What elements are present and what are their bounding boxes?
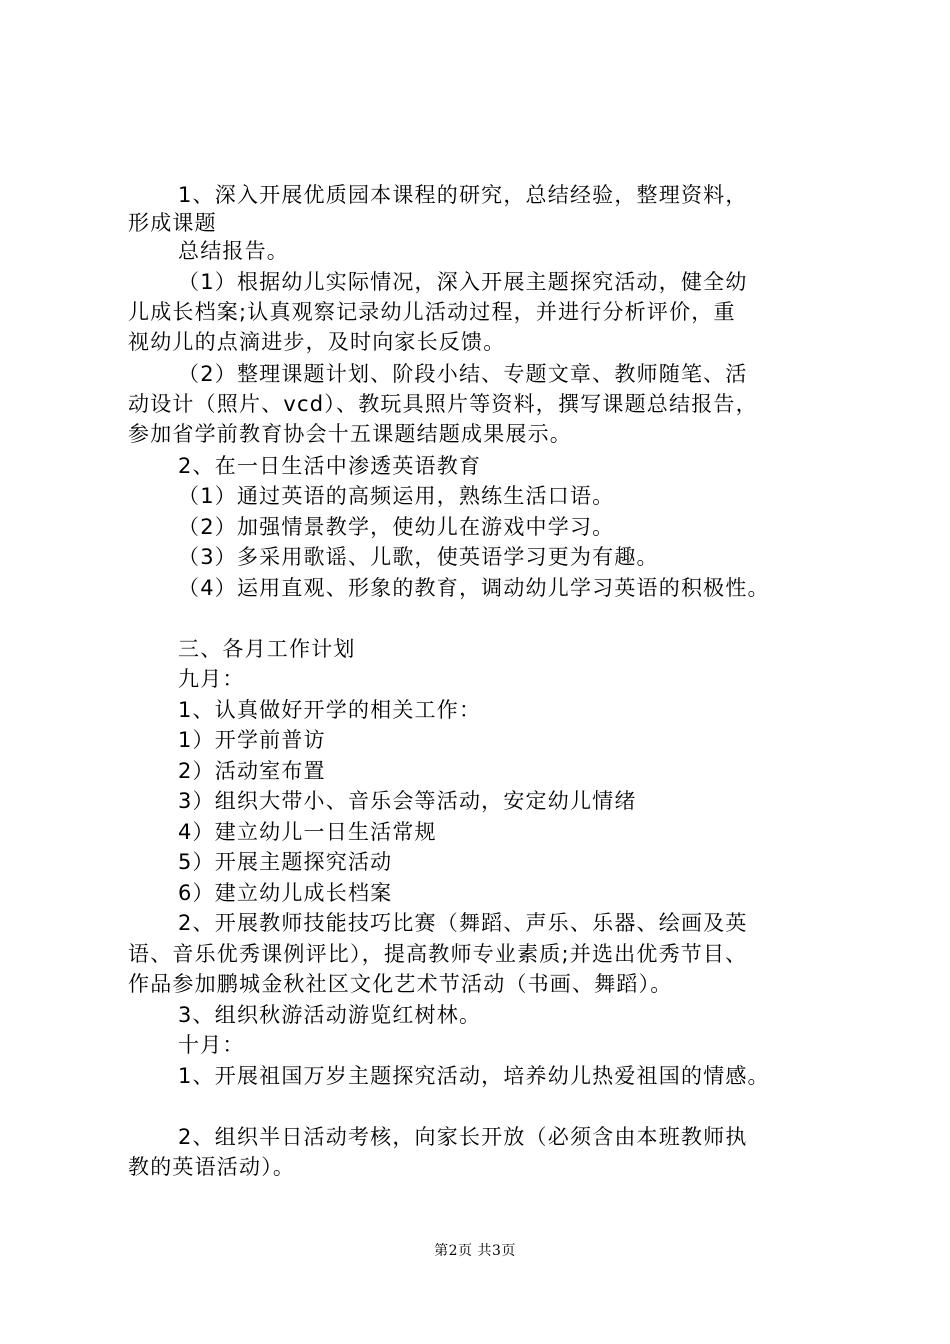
page-number-footer: 第2页 共3页 xyxy=(434,1243,516,1259)
paragraph-line: 1、认真做好开学的相关工作： xyxy=(178,698,482,722)
month-heading: 九月： xyxy=(178,667,245,691)
list-item: 1）开学前普访 xyxy=(178,728,326,752)
paragraph-line: 总结报告。 xyxy=(178,239,289,263)
paragraph-line: （3）多采用歌谣、儿歌，使英语学习更为有趣。 xyxy=(178,545,659,569)
paragraph-line: 2、在一日生活中渗透英语教育 xyxy=(178,454,482,478)
section-heading: 三、各月工作计划 xyxy=(178,637,356,661)
paragraph-line: （4）运用直观、形象的教育，调动幼儿学习英语的积极性。 xyxy=(178,576,770,600)
paragraph-line: 2、组织半日活动考核，向家长开放（必须含由本班教师执 xyxy=(178,1125,748,1149)
paragraph-line: 视幼儿的点滴进步，及时向家长反馈。 xyxy=(128,330,506,354)
list-item: 5）开展主题探究活动 xyxy=(178,850,393,874)
month-heading: 十月： xyxy=(178,1033,245,1057)
paragraph-line: （1）通过英语的高频运用，熟练生活口语。 xyxy=(178,484,615,508)
paragraph-line: 形成课题 xyxy=(128,211,217,235)
paragraph-line: （1）根据幼儿实际情况，深入开展主题探究活动，健全幼 xyxy=(178,270,748,294)
list-item: 4）建立幼儿一日生活常规 xyxy=(178,820,437,844)
list-item: 3）组织大带小、音乐会等活动，安定幼儿情绪 xyxy=(178,789,637,813)
paragraph-line: 儿成长档案;认真观察记录幼儿活动过程，并进行分析评价，重 xyxy=(128,300,736,324)
paragraph-line: 1、开展祖国万岁主题探究活动，培养幼儿热爱祖国的情感。 xyxy=(178,1064,770,1088)
list-item: 6）建立幼儿成长档案 xyxy=(178,881,393,905)
list-item: 2）活动室布置 xyxy=(178,759,326,783)
paragraph-line: （2）整理课题计划、阶段小结、专题文章、教师随笔、活 xyxy=(178,362,748,386)
paragraph-line: 作品参加鹏城金秋社区文化艺术节活动（书画、舞蹈）。 xyxy=(128,972,673,996)
paragraph-line: （2）加强情景教学，使幼儿在游戏中学习。 xyxy=(178,515,615,539)
paragraph-line: 语、音乐优秀课例评比），提高教师专业素质;并选出优秀节目、 xyxy=(128,942,748,966)
paragraph-line: 参加省学前教育协会十五课题结题成果展示。 xyxy=(128,422,572,446)
paragraph-line: 2、开展教师技能技巧比赛（舞蹈、声乐、乐器、绘画及英 xyxy=(178,911,748,935)
paragraph-line: 3、组织秋游活动游览红树林。 xyxy=(178,1003,482,1027)
paragraph-line: 教的英语活动）。 xyxy=(128,1155,296,1179)
paragraph-line: 动设计（照片、vcd）、教玩具照片等资料，撰写课题总结报告， xyxy=(128,392,758,416)
paragraph-line: 1、深入开展优质园本课程的研究，总结经验，整理资料， xyxy=(178,183,748,207)
